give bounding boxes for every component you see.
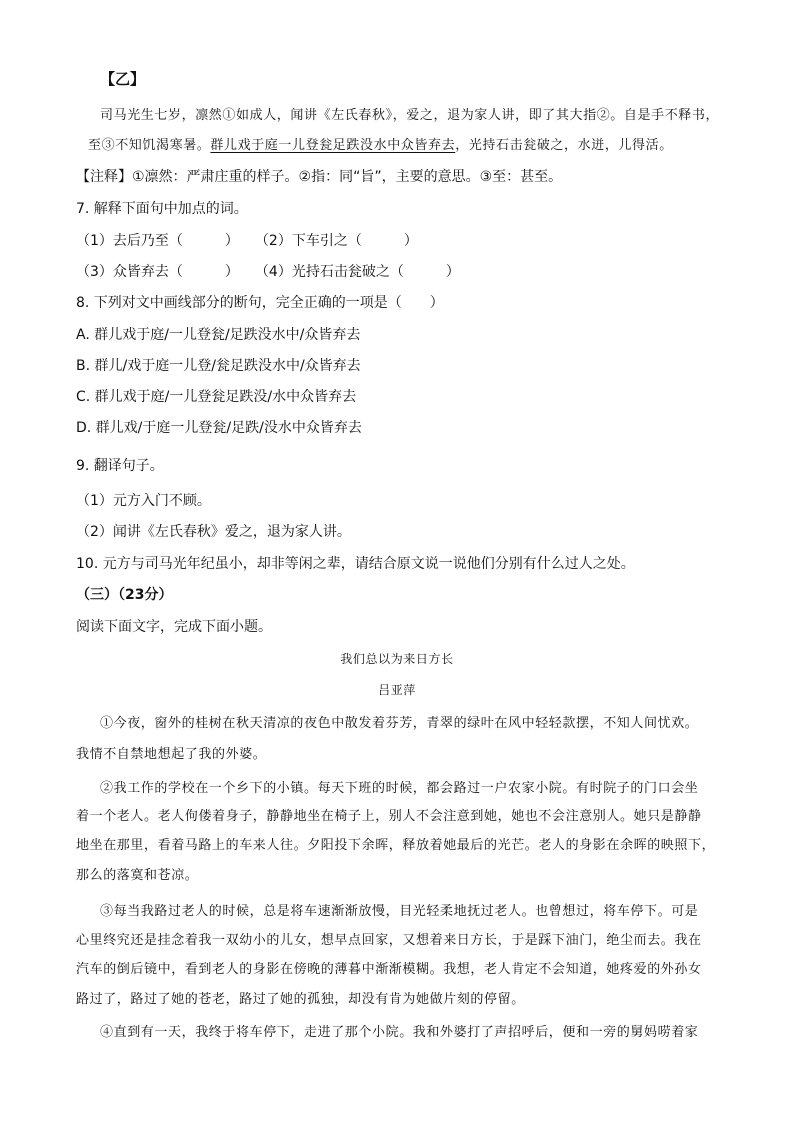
q9-sentence-1: （1）元方入门不顾。 bbox=[76, 493, 211, 509]
section-3-heading: （三）（23分） bbox=[76, 587, 173, 603]
article-line-10: 路过了，路过了她的苍老，路过了她的孤独，却没有肯为她做片刻的停留。 bbox=[76, 992, 525, 1007]
article-line-11: ④直到有一天，我终于将车停下，走进了那个小院。我和外婆打了声招呼后，便和一旁的舅妈唠着家 bbox=[100, 1025, 699, 1040]
q7-row-1 bbox=[76, 230, 418, 250]
section-3-instruction: 阅读下面文字，完成下面小题。 bbox=[76, 619, 272, 635]
q8-option-b: B. 群儿/戏于庭一儿登/瓮足跌没水中/众皆弃去 bbox=[76, 358, 361, 374]
q7-stem: 7. 解释下面句中加点的词。 bbox=[76, 201, 248, 217]
q9-sentence-2: （2）闻讲《左氏春秋》爱之，退为家人讲。 bbox=[76, 524, 351, 540]
article-line-4: 着一个老人。老人佝偻着身子，静静地坐在椅子上，别人不会注意到她，她也不会注意别人。她只是静静 bbox=[76, 809, 702, 824]
q9-stem: 9. 翻译句子。 bbox=[76, 458, 164, 474]
article-line-7: ③每当我路过老人的时候，总是将车速渐渐放慢，目光轻柔地抚过老人。也曾想过，将车停下。可是 bbox=[100, 904, 699, 919]
article-line-3: ②我工作的学校在一个乡下的小镇。每天下班的时候，都会路过一户农家小院。有时院子的门口会坐 bbox=[100, 781, 699, 796]
article-author: 吕亚萍 bbox=[378, 683, 416, 697]
article-line-6: 那么的落寞和苍凉。 bbox=[76, 868, 199, 883]
q7-row-2 bbox=[76, 261, 460, 281]
q7-item-1: （1）去后乃至（ ） bbox=[76, 233, 239, 249]
article-line-2: 我情不自禁地想起了我的外婆。 bbox=[76, 747, 267, 762]
yi-passage-line-2-post: ，光持石击瓮破之，水迸，儿得活。 bbox=[455, 138, 673, 153]
article-line-5: 地坐在那里，看着马路上的车来人往。夕阳投下余晖，释放着她最后的光芒。老人的身影在余晖的映照下， bbox=[76, 838, 716, 853]
q8-option-d: D. 群儿戏/于庭一儿登瓮/足跌/没水中众皆弃去 bbox=[76, 420, 362, 436]
yi-passage-line-1: 司马光生七岁，凛然①如成人，闻讲《左氏春秋》，爱之，退为家人讲，即了其大指②。自是手不释书， bbox=[100, 108, 720, 123]
yi-passage-line-2 bbox=[88, 134, 673, 153]
underlined-sentence: 群儿戏于庭一儿登瓮足跌没水中众皆弃去 bbox=[210, 138, 456, 153]
yi-heading: 【乙】 bbox=[100, 70, 146, 88]
q7-item-3: （3）众皆弃去（ ） bbox=[76, 264, 239, 280]
q7-item-2: （2）下车引之（ ） bbox=[254, 233, 418, 249]
article-line-8: 心里终究还是挂念着我一双幼小的儿女，想早点回家，又想着来日方长，于是踩下油门，绝尘而去。我在 bbox=[76, 933, 702, 948]
q7-item-4: （4）光持石击瓮破之（ ） bbox=[254, 264, 460, 280]
article-line-1: ①今夜，窗外的桂树在秋天清凉的夜色中散发着芬芳，青翠的绿叶在风中轻轻款摆，不知人间忧欢。 bbox=[100, 716, 699, 731]
yi-passage-line-2-pre: 至③不知饥渴寒暑。 bbox=[88, 138, 211, 153]
yi-notes: 【注释】①凛然：严肃庄重的样子。②指：同“旨”，主要的意思。③至：甚至。 bbox=[76, 169, 563, 185]
article-title: 我们总以为来日方长 bbox=[340, 652, 454, 666]
article-line-9: 汽车的倒后镜中，看到老人的身影在傍晚的薄暮中渐渐模糊。我想，老人肯定不会知道，她疼爱的外孙女 bbox=[76, 962, 702, 977]
q8-stem: 8. 下列对文中画线部分的断句，完全正确的一项是（ ） bbox=[76, 295, 444, 311]
q10-stem: 10. 元方与司马光年纪虽小，却非等闲之辈，请结合原文说一说他们分别有什么过人之处。 bbox=[76, 556, 635, 572]
q8-option-c: C. 群儿戏于庭/一儿登瓮足跌没/水中众皆弃去 bbox=[76, 389, 357, 405]
q8-option-a: A. 群儿戏于庭/一儿登瓮/足跌没水中/众皆弃去 bbox=[76, 327, 361, 343]
